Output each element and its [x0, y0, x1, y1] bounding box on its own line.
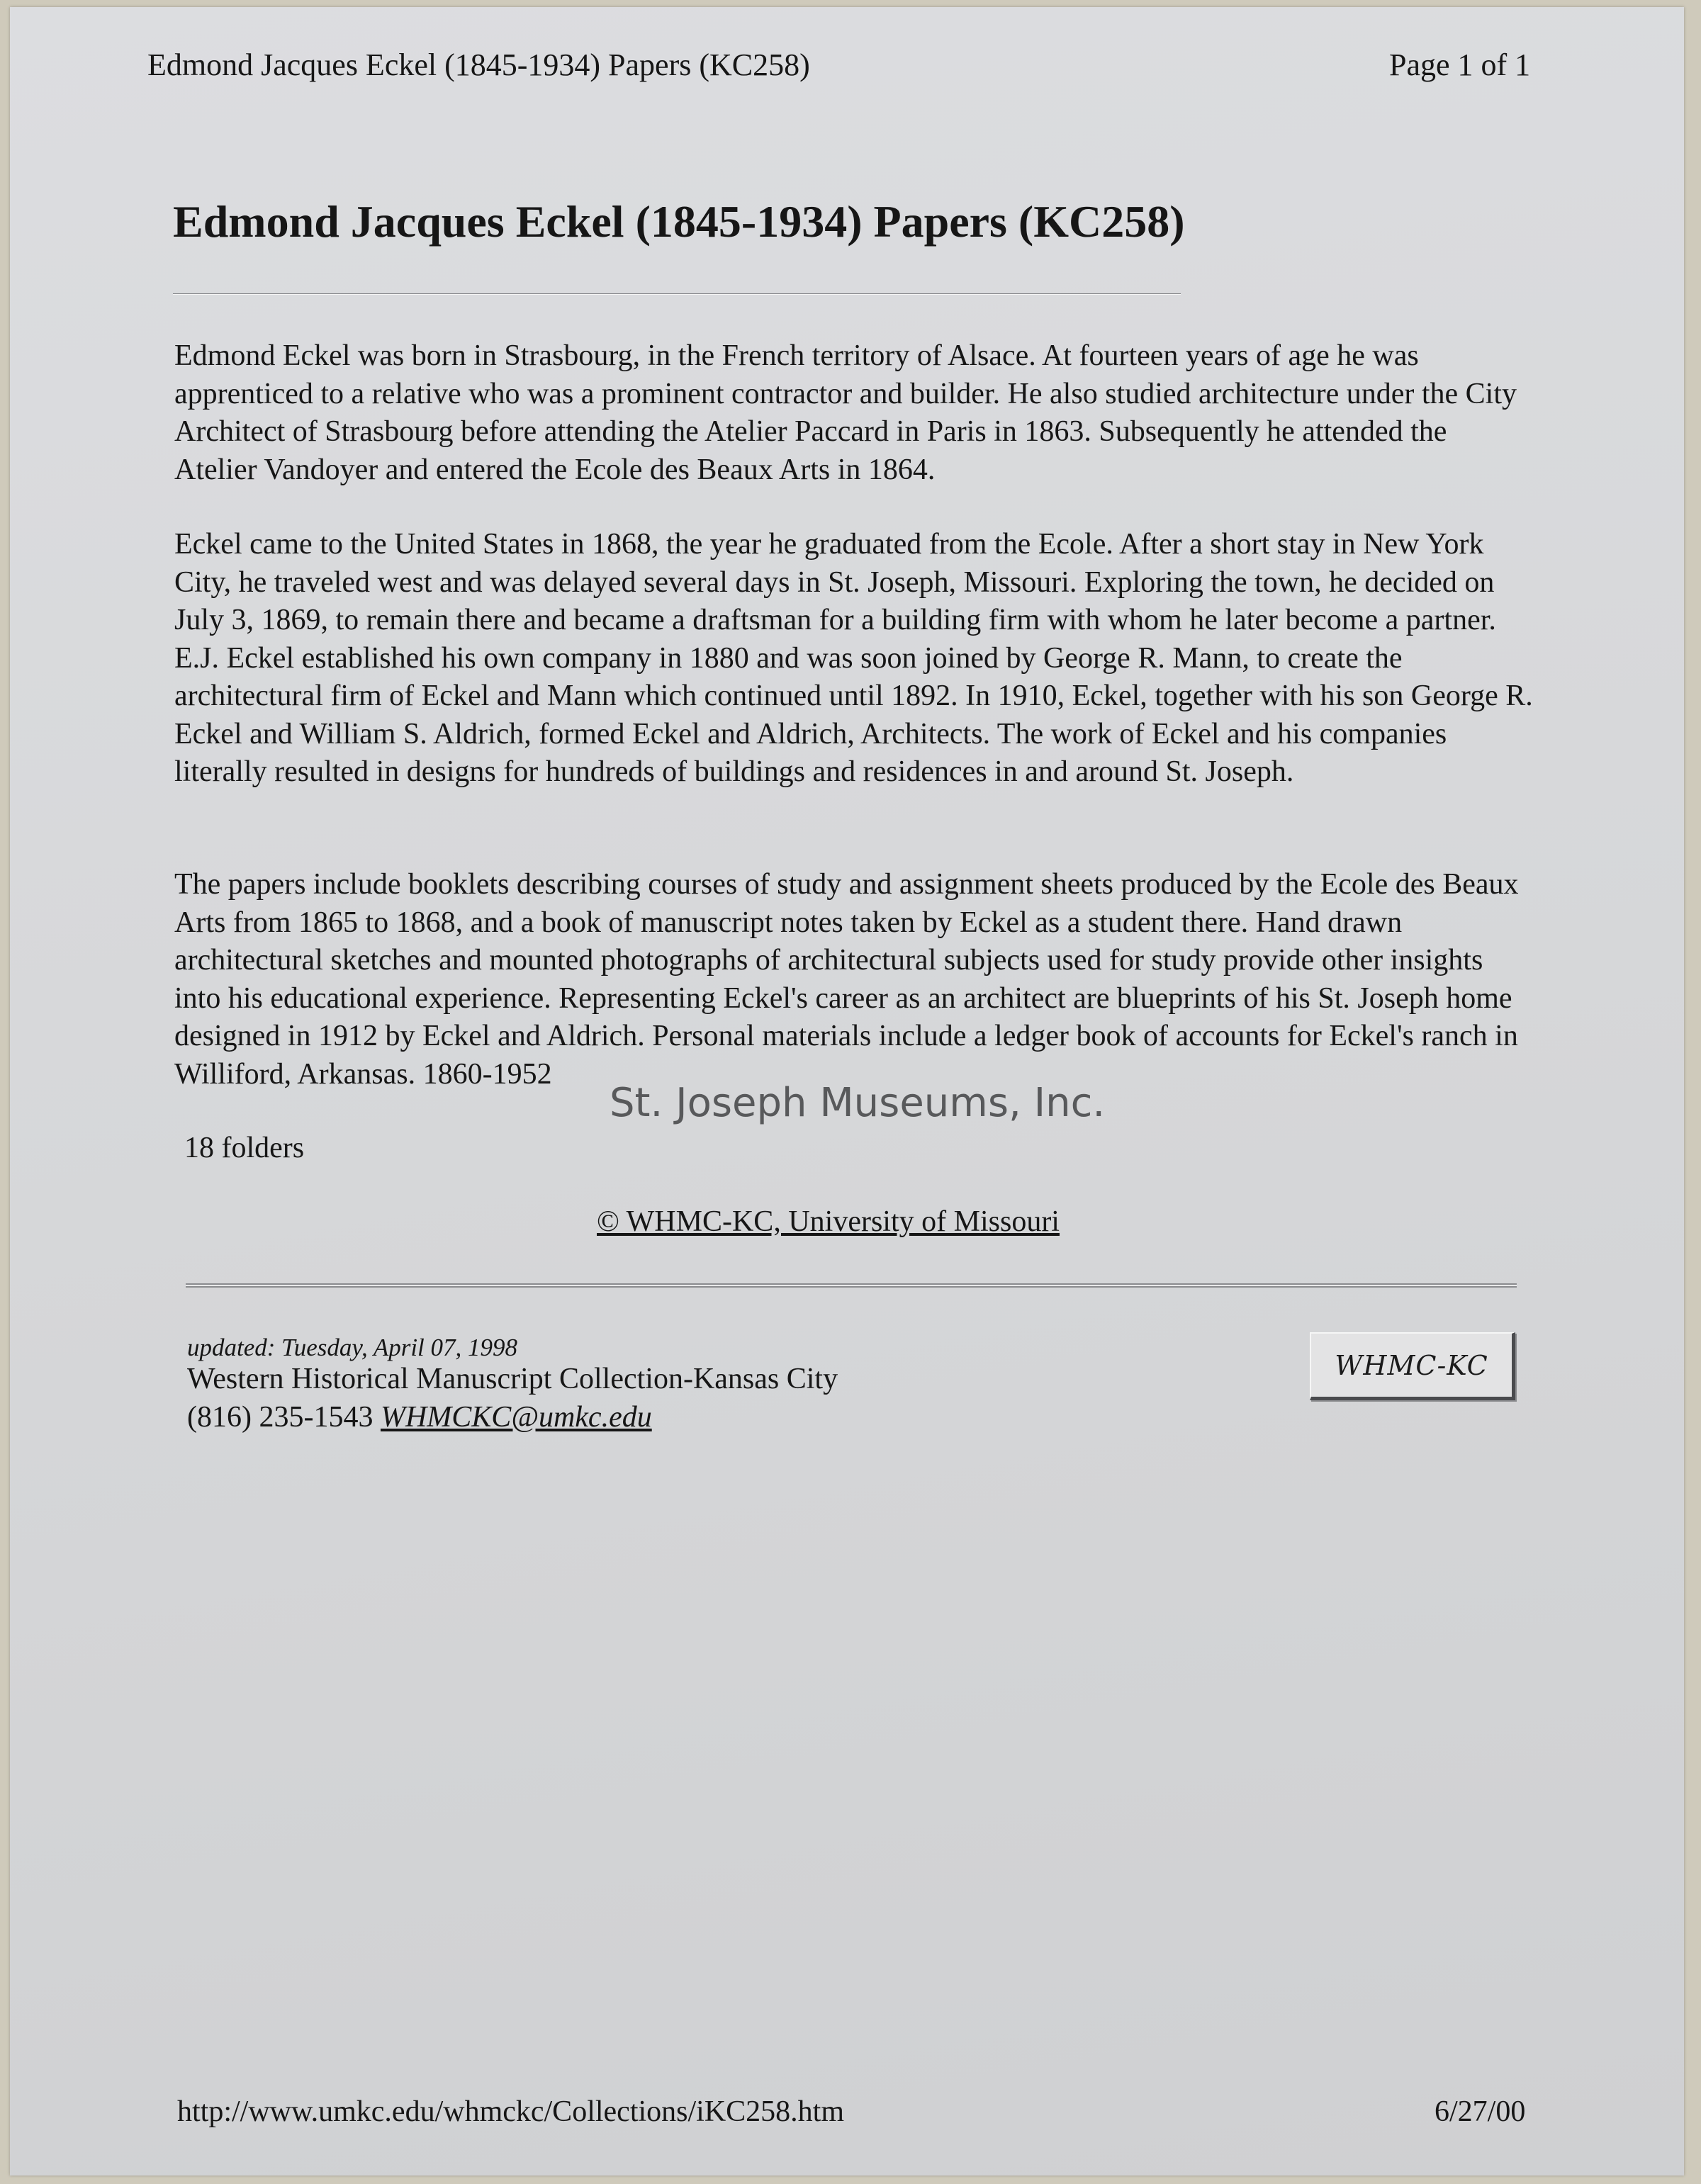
- paragraph-biography-early: Edmond Eckel was born in Strasbourg, in the French territory of Alsace. At fourteen years of age he was apprenticed to a relative who was a prominent contractor and builder. He also studied architecture under the City Architect of Strasbourg before attending the Atelier Paccard in Paris in 1863. Subsequently he attended the Atelier Vandoyer and entered the Ecole des Beaux Arts in 1864.: [174, 339, 1517, 486]
- contact-line: [187, 1400, 652, 1434]
- print-footer-date: 6/27/00: [1435, 2095, 1526, 2128]
- whmc-logo-button[interactable]: [1310, 1332, 1515, 1400]
- paragraph-biography-career: Eckel came to the United States in 1868, the year he graduated from the Ecole. After a short stay in New York City, he traveled west and was delayed several days in St. Joseph, Missouri. Exploring the town, he decided on July 3, 1869, to remain there and became a draftsman for a building firm with whom he later become a partner. E.J. Eckel established his own company in 1880 and was soon joined by George R. Mann, to create the architectural firm of Eckel and Mann which continued until 1892. In 1910, Eckel, together with his son George R. Eckel and William S. Aldrich, formed Eckel and Aldrich, Architects. The work of Eckel and his companies literally resulted in designs for hundreds of buildings and residences in and around St. Joseph.: [174, 528, 1533, 788]
- updated-date: updated: Tuesday, April 07, 1998: [187, 1334, 518, 1361]
- phone-number: (816) 235-1543: [187, 1401, 374, 1434]
- print-header-page-number: Page 1 of 1: [1389, 47, 1531, 82]
- footer-divider: [186, 1283, 1517, 1288]
- print-footer-url: http://www.umkc.edu/whmckc/Collections/iKC258.htm: [177, 2095, 845, 2128]
- page-title: Edmond Jacques Eckel (1845-1934) Papers (KC258): [173, 196, 1185, 247]
- email-link[interactable]: WHMCKC@umkc.edu: [380, 1401, 652, 1434]
- paragraph-collection-scope: The papers include booklets describing courses of study and assignment sheets produced by the Ecole des Beaux Arts from 1865 to 1868, and a book of manuscript notes taken by Eckel as a student there. Hand drawn architectural sketches and mounted photographs of architectural subjects used for study provide other insights into his educational experience. Representing Eckel's career as an architect are blueprints of his St. Joseph home designed in 1912 by Eckel and Aldrich. Personal materials include a ledger book of accounts for Eckel's ranch in Williford, Arkansas. 1860-1952: [174, 868, 1519, 1091]
- paper-sheet: [10, 7, 1684, 2175]
- logo-text: WHMC-KC: [1335, 1349, 1488, 1381]
- organization-name: Western Historical Manuscript Collection-Kansas City: [187, 1363, 838, 1395]
- print-header-title: Edmond Jacques Eckel (1845-1934) Papers (KC258): [147, 47, 810, 82]
- copyright-link[interactable]: © WHMC-KC, University of Missouri: [597, 1205, 1060, 1238]
- title-divider: [173, 293, 1181, 295]
- collection-extent: 18 folders: [184, 1132, 305, 1164]
- watermark: St. Joseph Museums, Inc.: [610, 1080, 1106, 1126]
